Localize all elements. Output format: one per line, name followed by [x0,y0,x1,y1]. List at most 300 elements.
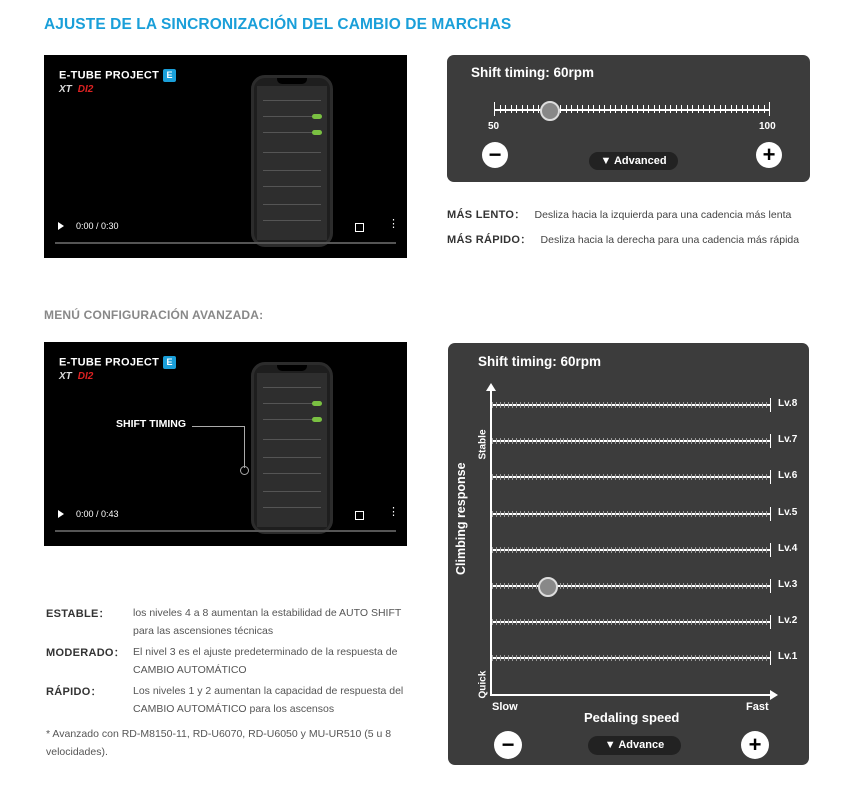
level-tick [667,619,668,625]
level-tick [667,655,668,661]
level-tick [579,619,580,625]
slider-tick [725,105,726,113]
level-tick [563,474,564,480]
level-tick [627,438,628,444]
level-tick [611,474,612,480]
level-tick [695,547,696,553]
level-knob[interactable] [538,577,558,597]
level-tick [663,619,664,625]
level-tick [738,655,739,661]
level-tick [722,619,723,625]
definition-row [46,683,426,722]
rpm-slider[interactable] [494,101,769,119]
level-tick [714,511,715,517]
level-tick [619,655,620,661]
slider-tick [533,105,534,113]
level-tick [758,619,759,625]
level-tick [718,619,719,625]
panel-title: Shift timing: 60rpm [478,354,602,369]
level-tick [730,474,731,480]
slider-tick [665,105,666,113]
level-tick [587,438,588,444]
level-tick [571,474,572,480]
level-tick [591,547,592,553]
level-tick [615,438,616,444]
level-tick [639,474,640,480]
level-tick [651,511,652,517]
level-tick [679,511,680,517]
level-tick [695,655,696,661]
slider-tick [643,105,644,113]
shift-timing-callout: SHIFT TIMING [116,418,186,430]
level-tick [591,583,592,589]
level-slider-row[interactable] [492,434,770,448]
level-slider-row[interactable] [492,579,770,593]
level-tick [599,402,600,408]
level-tick [766,547,767,553]
video-player-1[interactable] [44,55,407,258]
level-tick [655,402,656,408]
level-tick [651,655,652,661]
level-tick [615,655,616,661]
level-tick [520,655,521,661]
level-tick [548,619,549,625]
slider-max-label: 100 [759,121,776,132]
level-tick [611,655,612,661]
level-tick [706,547,707,553]
level-tick [647,511,648,517]
level-tick [603,583,604,589]
level-tick [520,474,521,480]
level-tick [671,402,672,408]
level-tick [615,619,616,625]
video-progress-bar[interactable] [55,530,396,532]
level-tick [655,474,656,480]
level-tick [591,655,592,661]
level-tick [508,511,509,517]
shift-timing-panel [447,55,810,182]
slider-tick [654,105,655,113]
slider-tick [736,105,737,113]
level-tick [496,474,497,480]
level-label: Lv.2 [778,615,798,627]
level-tick [758,438,759,444]
video-progress-bar[interactable] [55,242,396,244]
level-tick [639,655,640,661]
level-tick [607,438,608,444]
level-tick [619,583,620,589]
level-tick [544,619,545,625]
level-tick [524,655,525,661]
slider-tick [714,105,715,113]
level-tick [651,474,652,480]
level-tick [504,511,505,517]
plus-button[interactable]: + [756,142,782,168]
level-tick [667,402,668,408]
level-tick [560,655,561,661]
slider-tick [560,105,561,113]
level-tick [552,402,553,408]
definition-key: MODERADO： [46,647,126,659]
slider-tick [538,105,539,113]
x-axis-label: Pedaling speed [584,710,680,725]
level-tick [687,511,688,517]
level-tick [710,547,711,553]
level-tick [718,655,719,661]
level-tick [536,547,537,553]
level-tick [734,583,735,589]
level-tick [504,619,505,625]
level-tick [742,402,743,408]
level-tick [647,402,648,408]
level-tick [611,583,612,589]
level-tick [512,583,513,589]
plus-button[interactable]: + [741,731,769,759]
level-tick [500,583,501,589]
level-tick [691,547,692,553]
level-tick [647,655,648,661]
level-tick [524,619,525,625]
level-tick [679,402,680,408]
play-icon[interactable] [58,510,64,518]
level-tick [560,511,561,517]
fullscreen-icon[interactable] [355,223,364,232]
play-icon[interactable] [58,222,64,230]
level-tick [702,438,703,444]
level-tick [504,474,505,480]
level-tick [695,619,696,625]
level-tick [718,583,719,589]
definition-key: RÁPIDO： [46,686,102,698]
level-tick [567,402,568,408]
level-tick [552,511,553,517]
level-tick [734,474,735,480]
level-tick [500,402,501,408]
slider-tick [621,105,622,113]
level-tick [746,619,747,625]
slider-tick [687,105,688,113]
level-tick [619,474,620,480]
level-tick [651,402,652,408]
level-tick [548,438,549,444]
level-tick [512,511,513,517]
slider-tick [742,105,743,113]
fullscreen-icon[interactable] [355,511,364,520]
level-slider-row[interactable] [492,398,770,412]
level-tick [667,438,668,444]
minus-button[interactable]: − [482,142,508,168]
level-tick [699,583,700,589]
level-tick [627,511,628,517]
level-tick [706,619,707,625]
level-tick [695,583,696,589]
level-tick [635,583,636,589]
level-tick [750,655,751,661]
level-tick [528,583,529,589]
level-tick [512,655,513,661]
level-tick [627,655,628,661]
level-tick [556,547,557,553]
level-tick [722,583,723,589]
level-tick [667,583,668,589]
level-tick [524,402,525,408]
level-tick [667,474,668,480]
level-tick [587,619,588,625]
level-tick [579,438,580,444]
level-tick [726,474,727,480]
level-tick [627,474,628,480]
level-tick [536,402,537,408]
level-tick [746,474,747,480]
level-tick [750,402,751,408]
panel-title: Shift timing: 60rpm [471,65,595,80]
slider-tick [511,105,512,113]
etube-logo: E-TUBE PROJECT E [59,356,176,369]
level-tick [734,511,735,517]
level-tick [702,511,703,517]
level-tick [516,619,517,625]
level-tick [544,474,545,480]
level-tick [556,438,557,444]
level-tick [722,402,723,408]
level-tick [663,547,664,553]
level-tick [536,655,537,661]
level-tick [583,438,584,444]
level-tick [706,655,707,661]
slider-tick [571,105,572,113]
level-tick [575,655,576,661]
level-label: Lv.4 [778,542,798,554]
slider-min-label: 50 [488,121,500,132]
level-tick [599,619,600,625]
level-tick [710,511,711,517]
level-tick [726,619,727,625]
level-tick [492,583,493,589]
level-slider-row[interactable] [492,507,770,521]
level-tick [500,547,501,553]
level-tick [599,474,600,480]
slider-tick [659,105,660,113]
level-tick [544,547,545,553]
level-tick [675,438,676,444]
level-tick [754,547,755,553]
level-slider-row[interactable] [492,543,770,557]
level-tick [496,655,497,661]
level-tick [623,438,624,444]
minus-button[interactable]: − [494,731,522,759]
slider-tick [731,105,732,113]
level-tick [575,402,576,408]
level-tick [524,438,525,444]
level-tick [552,474,553,480]
level-label: Lv.1 [778,651,798,663]
level-tick [635,402,636,408]
level-tick [706,583,707,589]
definition-text: los niveles 4 a 8 aumentan la estabilidad de AUTO SHIFT para las ascensiones técnicas [133,607,402,637]
level-tick [742,583,743,589]
level-tick [671,438,672,444]
level-tick [591,438,592,444]
level-tick [583,474,584,480]
level-tick [548,402,549,408]
phone-image [251,362,333,534]
level-tick [635,655,636,661]
level-label: Lv.5 [778,506,798,518]
level-tick [691,583,692,589]
level-tick [587,547,588,553]
level-tick [575,547,576,553]
slider-tick [670,105,671,113]
level-tick [512,619,513,625]
level-tick [710,438,711,444]
level-tick [655,547,656,553]
level-tick [571,547,572,553]
slow-description: MÁS LENTO： Desliza hacia la izquierda para una cadencia más lenta [447,209,792,221]
level-tick [583,583,584,589]
level-tick [758,547,759,553]
level-tick [726,511,727,517]
level-tick [667,511,668,517]
level-tick [766,438,767,444]
level-tick [496,583,497,589]
level-tick [492,402,493,408]
advanced-settings-panel [448,343,809,765]
level-tick [512,547,513,553]
level-tick [667,547,668,553]
level-tick [504,655,505,661]
definition-text: Los niveles 1 y 2 aumentan la capacidad de respuesta del CAMBIO AUTOMÁTICO para los ascensos [133,685,404,715]
level-tick [548,655,549,661]
level-tick [671,655,672,661]
x-slow-label: Slow [492,701,518,713]
level-slider-row[interactable] [492,651,770,665]
level-tick [718,438,719,444]
level-tick [508,474,509,480]
slider-tick [681,105,682,113]
slider-tick [615,105,616,113]
level-tick [714,583,715,589]
advance-dropdown[interactable]: ▼ Advance [588,736,681,755]
level-tick [679,583,680,589]
level-tick [675,511,676,517]
level-tick [639,402,640,408]
level-tick [607,619,608,625]
level-tick [766,619,767,625]
slider-tick [599,105,600,113]
level-tick [548,474,549,480]
level-tick [623,583,624,589]
level-tick [631,438,632,444]
level-tick [683,402,684,408]
level-tick [627,619,628,625]
more-options-icon[interactable]: ⋮ [388,506,399,518]
level-tick [599,511,600,517]
slider-tick [566,105,567,113]
level-tick [524,547,525,553]
level-tick [571,402,572,408]
level-tick [766,655,767,661]
level-tick [718,474,719,480]
slider-tick [709,105,710,113]
level-tick [722,438,723,444]
level-tick [524,511,525,517]
level-tick [556,619,557,625]
level-tick [536,474,537,480]
more-options-icon[interactable]: ⋮ [388,218,399,230]
level-sliders[interactable] [448,343,809,703]
level-tick [567,655,568,661]
level-tick [702,619,703,625]
level-tick [611,511,612,517]
level-tick [540,619,541,625]
slider-tick [676,105,677,113]
level-tick [683,547,684,553]
level-slider-row[interactable] [492,615,770,629]
level-tick [643,583,644,589]
level-tick [699,511,700,517]
level-tick [532,655,533,661]
level-tick [611,402,612,408]
level-tick [726,402,727,408]
level-tick [540,438,541,444]
level-tick [520,547,521,553]
level-tick [702,655,703,661]
level-tick [560,402,561,408]
page-title: AJUSTE DE LA SINCRONIZACIÓN DEL CAMBIO DE MARCHAS [44,16,512,33]
level-tick [532,511,533,517]
level-tick [750,474,751,480]
slider-knob[interactable] [540,101,560,121]
level-tick [746,511,747,517]
level-tick [623,402,624,408]
level-tick [762,474,763,480]
level-tick [627,583,628,589]
level-tick [631,402,632,408]
x-fast-label: Fast [746,701,769,713]
level-tick [508,655,509,661]
level-definitions [46,605,426,722]
level-tick [500,655,501,661]
level-tick [524,474,525,480]
level-tick [754,402,755,408]
level-tick [611,438,612,444]
level-tick [540,474,541,480]
level-tick [746,547,747,553]
level-tick [603,619,604,625]
level-tick [706,402,707,408]
level-tick [579,547,580,553]
level-tick [536,583,537,589]
level-tick [540,547,541,553]
level-tick [718,547,719,553]
level-tick [623,547,624,553]
level-tick [758,402,759,408]
advanced-dropdown[interactable]: ▼ Advanced [589,152,678,170]
level-tick [687,438,688,444]
slider-tick [500,105,501,113]
level-tick [742,511,743,517]
level-tick [544,402,545,408]
level-tick [639,438,640,444]
level-tick [599,547,600,553]
level-tick [675,402,676,408]
level-slider-row[interactable] [492,470,770,484]
level-tick [595,619,596,625]
level-tick [567,511,568,517]
slider-tick [720,105,721,113]
level-tick [631,511,632,517]
video-player-2[interactable] [44,342,407,546]
